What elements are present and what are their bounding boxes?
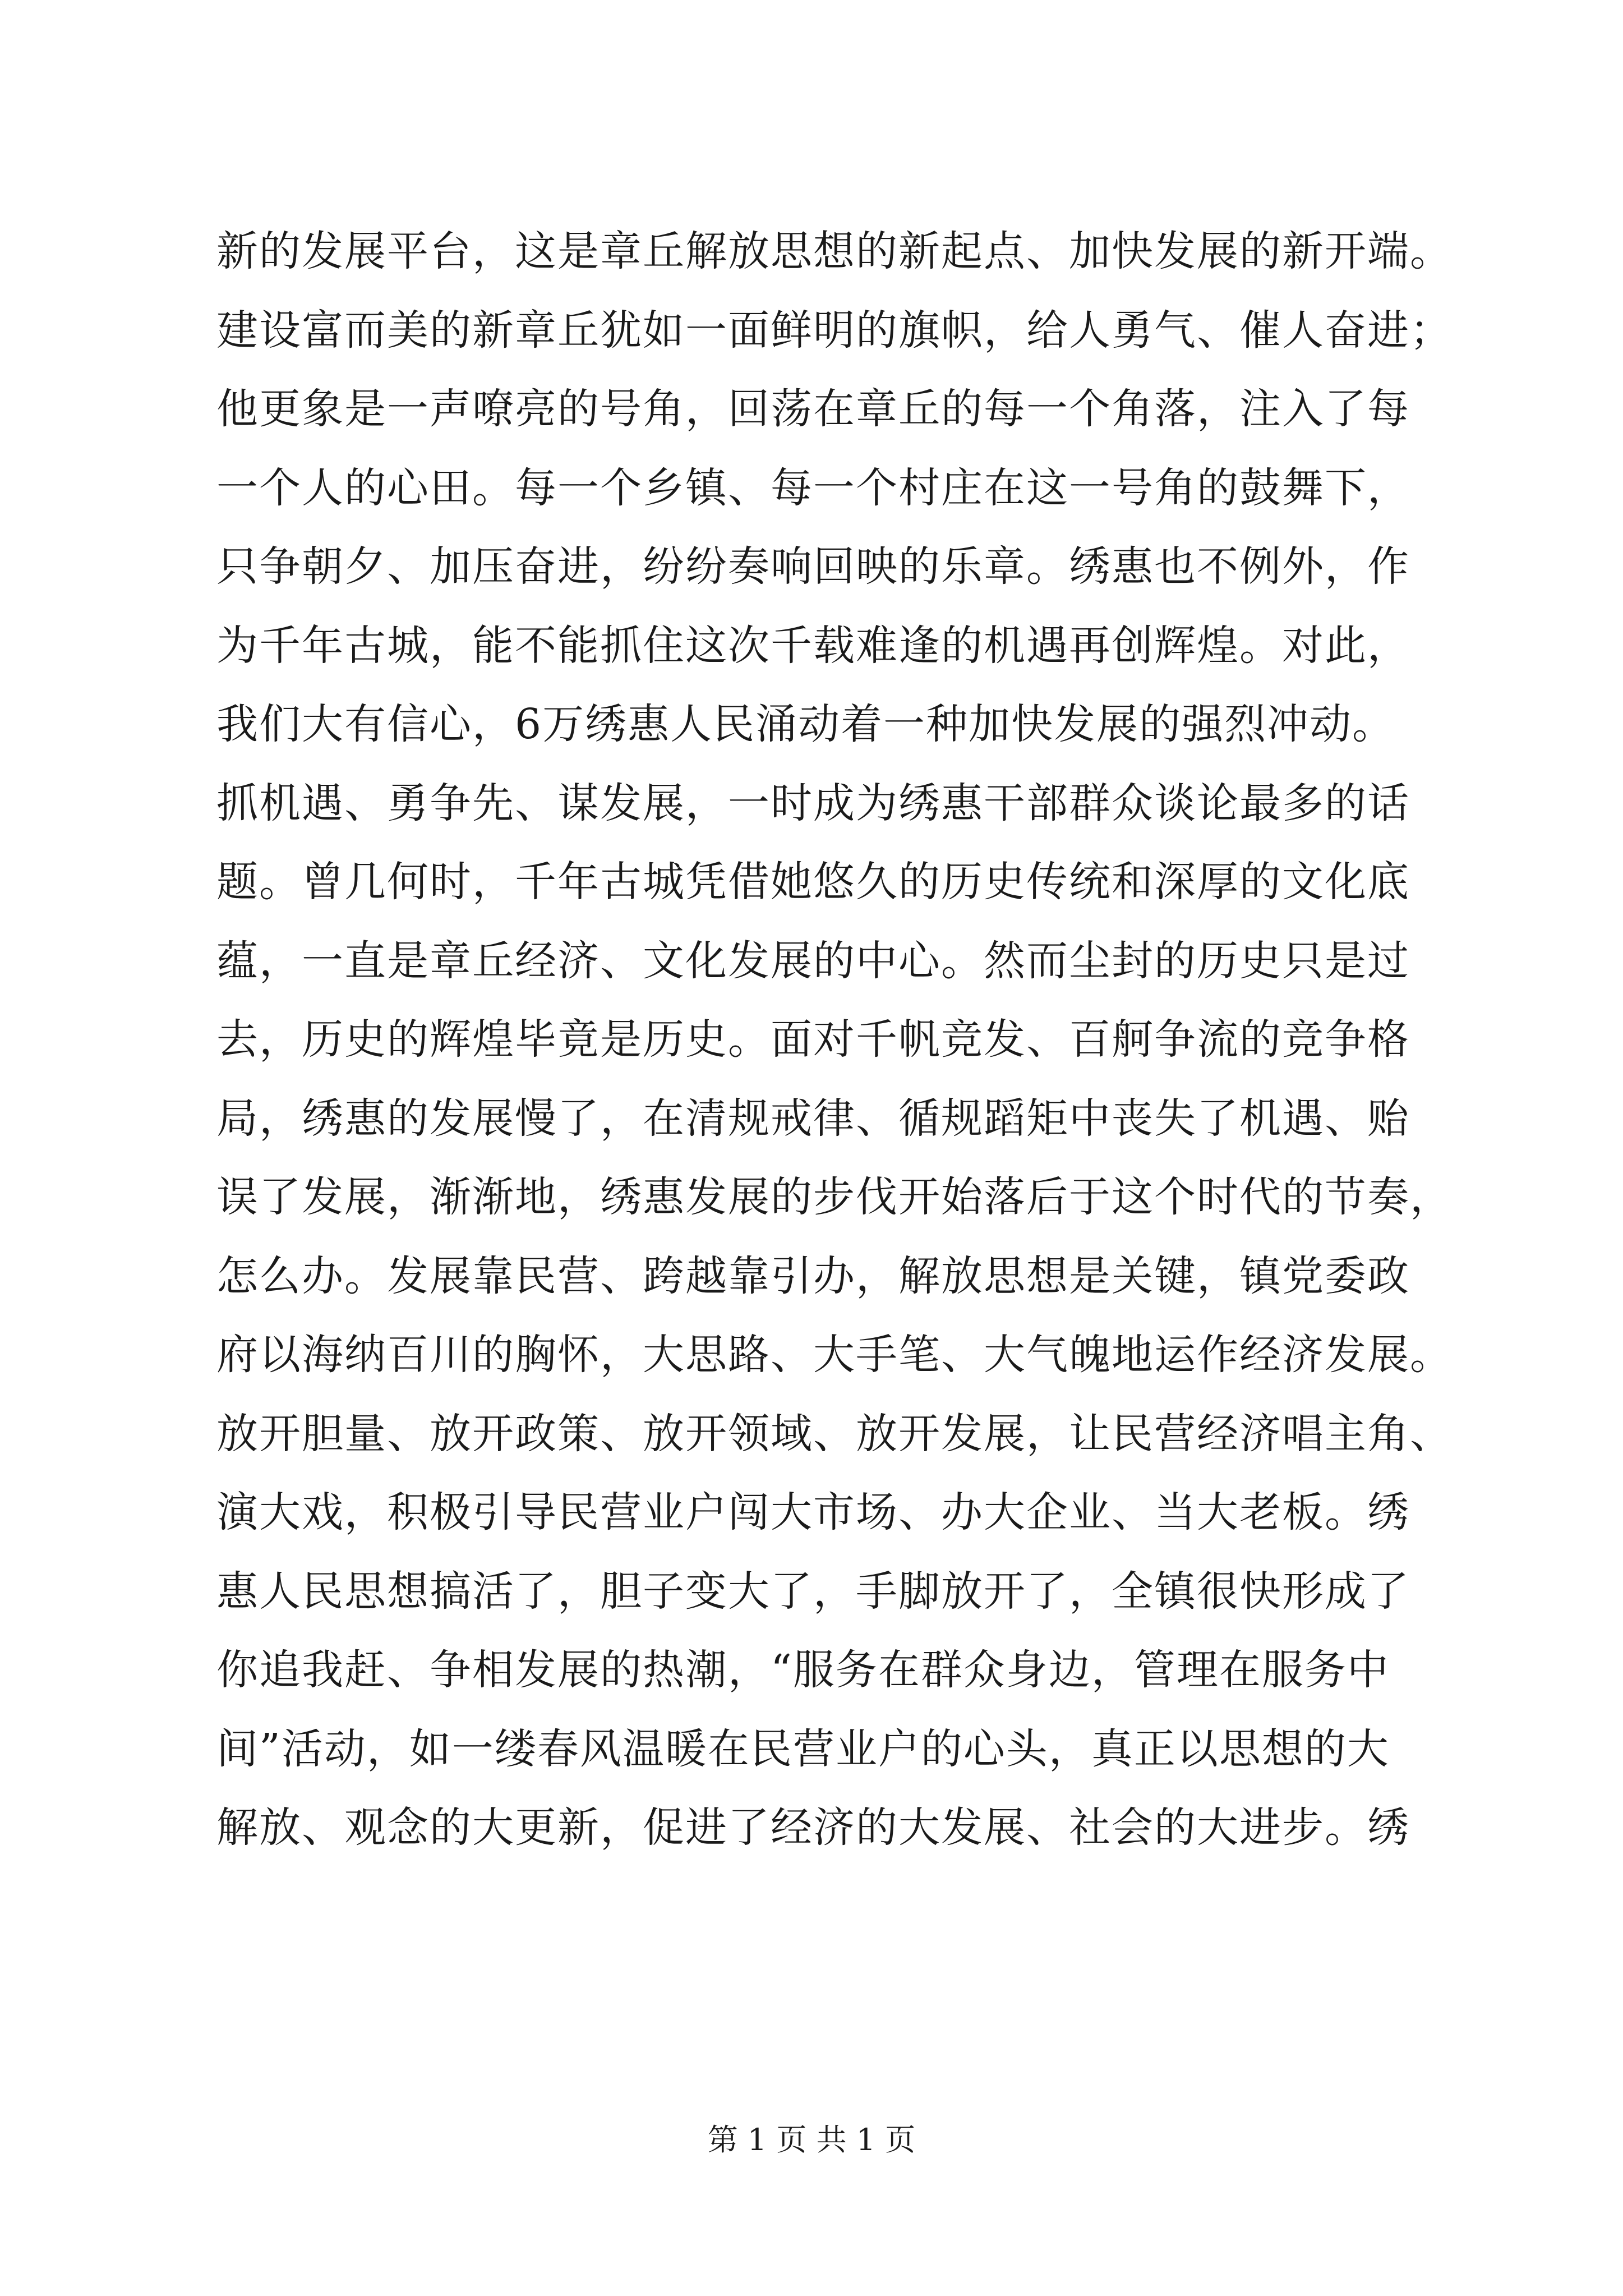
- text-line: 新的发展平台，这是章丘解放思想的新起点、加快发展的新开端。: [216, 227, 1453, 275]
- text-line: 放开胆量、放开政策、放开领域、放开发展，让民营经济唱主角、: [216, 1409, 1453, 1458]
- body-text: [216, 212, 1453, 1867]
- page-number-label: 第 1 页 共 1 页: [707, 2122, 916, 2157]
- text-line: 怎么办。发展靠民营、跨越靠引办，解放思想是关键，镇党委政: [216, 1251, 1410, 1300]
- text-line: 只争朝夕、加压奋进，纷纷奏响回映的乐章。绣惠也不例外，作: [216, 542, 1410, 591]
- text-line: 去，历史的辉煌毕竟是历史。面对千帆竞发、百舸争流的竞争格: [216, 1015, 1410, 1064]
- page-footer: [0, 2118, 1623, 2162]
- text-line: 局，绣惠的发展慢了，在清规戒律、循规蹈矩中丧失了机遇、贻: [216, 1094, 1410, 1143]
- text-line: 他更象是一声嘹亮的号角，回荡在章丘的每一个角落，注入了每: [216, 385, 1410, 433]
- text-line: 演大戏，积极引导民营业户闯大市场、办大企业、当大老板。绣: [216, 1488, 1410, 1536]
- text-line: 误了发展，渐渐地，绣惠发展的步伐开始落后于这个时代的节奏，: [216, 1173, 1453, 1221]
- text-line: 一个人的心田。每一个乡镇、每一个村庄在这一号角的鼓舞下，: [216, 463, 1410, 512]
- text-line: 间”活动，如一缕春风温暖在民营业户的心头，真正以思想的大: [216, 1724, 1390, 1773]
- text-line: 建设富而美的新章丘犹如一面鲜明的旗帜，给人勇气、催人奋进；: [216, 306, 1453, 355]
- text-line: 蕴，一直是章丘经济、文化发展的中心。然而尘封的历史只是过: [216, 936, 1410, 985]
- text-line: 我们大有信心，6万绣惠人民涌动着一种加快发展的强烈冲动。: [216, 700, 1395, 748]
- text-line: 你追我赶、争相发展的热潮，“服务在群众身边，管理在服务中: [216, 1646, 1390, 1694]
- text-line: 解放、观念的大更新，促进了经济的大发展、社会的大进步。绣: [216, 1803, 1410, 1852]
- text-line: 题。曾几何时，千年古城凭借她悠久的历史传统和深厚的文化底: [216, 858, 1410, 906]
- text-line: 为千年古城，能不能抓住这次千载难逢的机遇再创辉煌。对此，: [216, 621, 1410, 670]
- text-line: 抓机遇、勇争先、谋发展，一时成为绣惠干部群众谈论最多的话: [216, 779, 1410, 827]
- text-line: 惠人民思想搞活了，胆子变大了，手脚放开了，全镇很快形成了: [216, 1567, 1410, 1616]
- text-line: 府以海纳百川的胸怀，大思路、大手笔、大气魄地运作经济发展。: [216, 1331, 1453, 1379]
